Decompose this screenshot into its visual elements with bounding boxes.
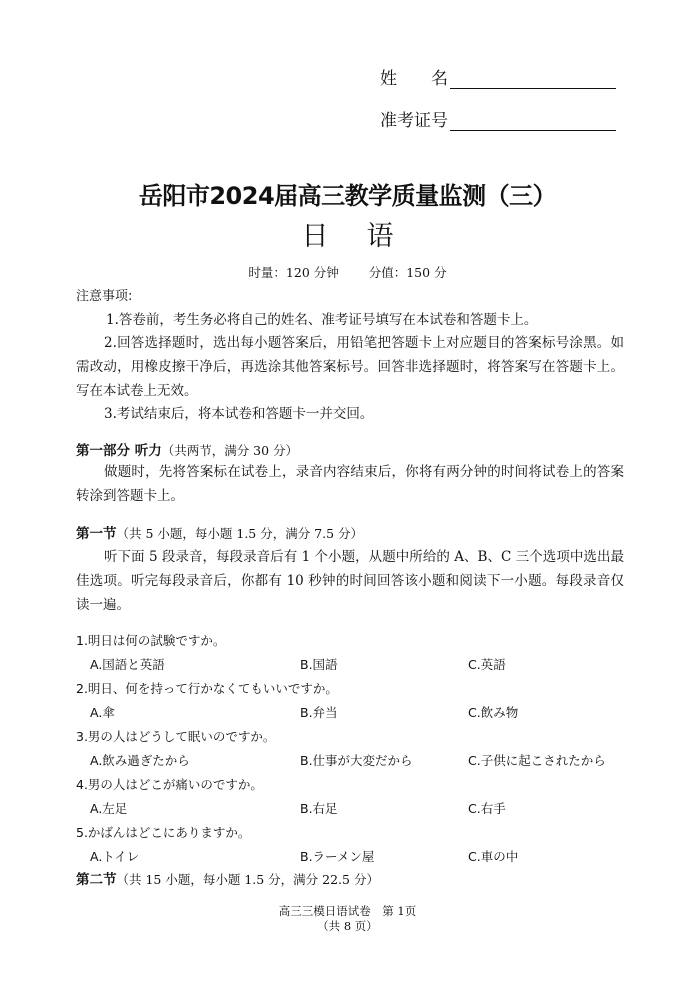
question-1: 1.明日は何の試験ですか。 xyxy=(76,633,226,648)
page-footer-line-1: 高三三模日语试卷 第 1页 xyxy=(278,904,417,918)
section2-heading-row xyxy=(76,868,379,888)
q2-option-b[interactable]: B.弁当 xyxy=(300,705,338,720)
question-5: 5.かばんはどこにありますか。 xyxy=(76,825,251,840)
question-3: 3.男の人はどうして眠いのですか。 xyxy=(76,729,276,744)
section1-note: （共 5 小题，每小题 1.5 分，满分 7.5 分） xyxy=(116,526,364,541)
section1-heading-row xyxy=(76,522,363,542)
name-blank-line[interactable] xyxy=(450,69,616,89)
q3-option-b[interactable]: B.仕事が大変だから xyxy=(300,753,413,768)
q3-option-c[interactable]: C.子供に起こされたから xyxy=(468,753,606,768)
q2-option-c[interactable]: C.飲み物 xyxy=(468,705,519,720)
exam-title: 岳阳市2024届高三教学质量监测（三） xyxy=(138,182,557,210)
notice-item-1: 1.答卷前，考生务必将自己的姓名、准考证号填写在本试卷和答题卡上。 xyxy=(106,312,538,328)
section1-instruction: 听下面 5 段录音，每段录音后有 1 个小题，从题中所给的 A、B、C 三个选项中选出最佳选项。听完每段录音后，你都有 10 秒钟的时间回答该小题和阅读下一小题。每段录音仅读一遍。 xyxy=(76,549,624,613)
part1-note: （共两节，满分 30 分） xyxy=(161,443,299,458)
q4-option-a[interactable]: A.左足 xyxy=(90,801,128,816)
part1-instruction: 做题时，先将答案标在试卷上，录音内容结束后，你将有两分钟的时间将试卷上的答案转涂到答题卡上。 xyxy=(76,464,624,504)
q4-option-c[interactable]: C.右手 xyxy=(468,801,506,816)
name-label: 姓 名 xyxy=(380,69,448,89)
q5-option-b[interactable]: B.ラーメン屋 xyxy=(300,849,375,864)
q1-option-a[interactable]: A.国語と英語 xyxy=(90,657,165,672)
q4-option-b[interactable]: B.右足 xyxy=(300,801,338,816)
q1-option-c[interactable]: C.英語 xyxy=(468,657,506,672)
notice-item-3: 3.考试结束后，将本试卷和答题卡一并交回。 xyxy=(104,406,374,422)
section1-heading: 第一节 xyxy=(76,526,117,542)
q5-option-c[interactable]: C.車の中 xyxy=(468,849,519,864)
subject-title: 日语 xyxy=(301,221,432,252)
question-2: 2.明日、何を持って行かなくてもいいですか。 xyxy=(76,681,338,696)
part1-heading: 第一部分 听力 xyxy=(76,443,162,459)
notice-item-2: 2.回答选择题时，选出每小题答案后，用铅笔把答题卡上对应题目的答案标号涂黑。如需改动，用橡皮擦干净后，再选涂其他答案标号。回答非选择题时，将答案写在答题卡上。写在本试卷上无效。 xyxy=(76,335,624,399)
part1-heading-row xyxy=(76,439,298,459)
total-score: 分值：150 分 xyxy=(368,265,447,280)
time-limit: 时量：120 分钟 xyxy=(248,265,339,280)
question-4: 4.男の人はどこが痛いのですか。 xyxy=(76,777,263,792)
section2-heading: 第二节 xyxy=(76,872,117,888)
q2-option-a[interactable]: A.傘 xyxy=(90,705,115,720)
q5-option-a[interactable]: A.トイレ xyxy=(90,849,140,864)
exam-id-field-row xyxy=(380,106,616,131)
notice-heading: 注意事项: xyxy=(76,289,133,304)
section2-note: （共 15 小题，每小题 1.5 分，满分 22.5 分） xyxy=(116,872,379,887)
name-field-row xyxy=(380,64,616,89)
q1-option-b[interactable]: B.国語 xyxy=(300,657,338,672)
page-footer-line-2: （共 8 页） xyxy=(317,919,378,933)
q3-option-a[interactable]: A.飲み過ぎたから xyxy=(90,753,190,768)
exam-meta xyxy=(0,263,695,281)
exam-id-label: 准考证号 xyxy=(380,111,448,131)
exam-id-blank-line[interactable] xyxy=(450,111,616,131)
